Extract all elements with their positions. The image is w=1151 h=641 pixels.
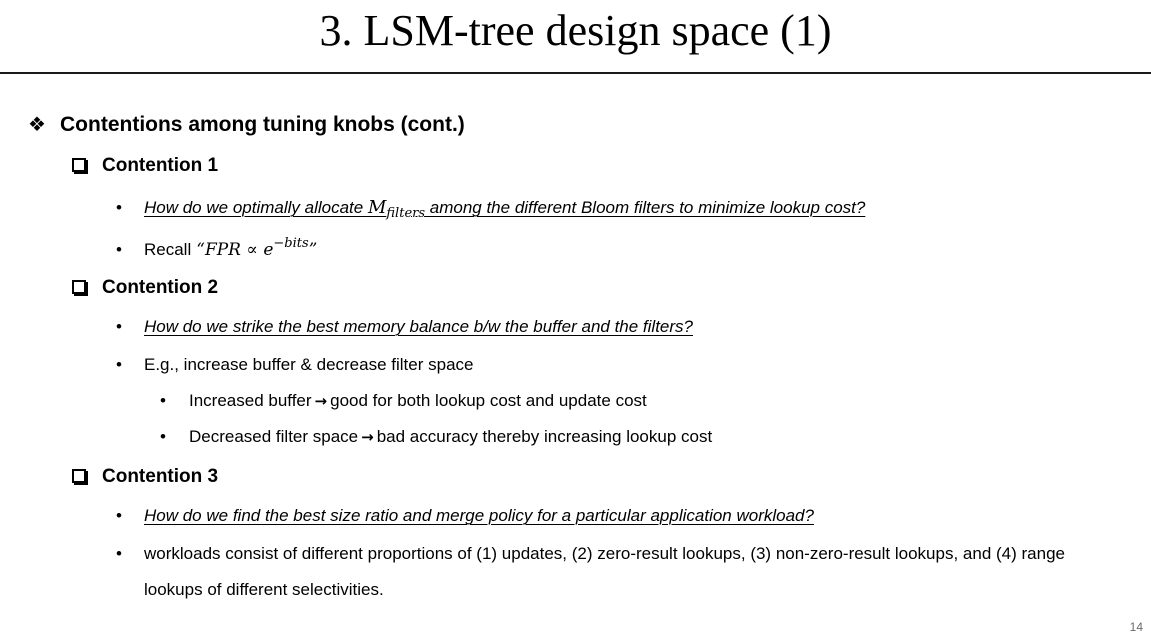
contention-2-question-row bbox=[116, 317, 693, 337]
contention-3-note-line2: lookups of different selectivities. bbox=[144, 580, 384, 599]
contention-2-example: E.g., increase buffer & decrease filter space bbox=[144, 355, 474, 374]
section-heading: Contentions among tuning knobs (cont.) bbox=[60, 113, 465, 136]
contention-3-row bbox=[72, 466, 218, 488]
decreased-filter-text: Decreased filter space bbox=[189, 427, 359, 446]
bullet-dot-icon: • bbox=[116, 240, 122, 259]
contention-3-note-line1: workloads consist of different proportions of (1) updates, (2) zero-result lookups, (3) non-zero-result lookups, and (4) range bbox=[144, 544, 1065, 563]
slide-title: 3. LSM-tree design space (1) bbox=[319, 6, 832, 55]
bullet-dot-icon: • bbox=[116, 317, 122, 336]
bullet-dot-icon: • bbox=[160, 391, 166, 410]
contention-3-question-row bbox=[116, 506, 814, 526]
checkbox-square-icon bbox=[72, 158, 86, 172]
contention-1-label: Contention 1 bbox=[102, 155, 219, 176]
contention-1-recall-row bbox=[116, 236, 317, 260]
contention-1-row bbox=[72, 155, 218, 177]
contention-1-question: How do we optimally allocate $M_{filters}$ among the different Bloom filters to minimize lookup cost? bbox=[144, 197, 866, 221]
increased-buffer-text: Increased buffer bbox=[189, 391, 312, 410]
right-arrow-icon: → bbox=[314, 392, 328, 410]
contention-3-note-continuation bbox=[144, 580, 384, 600]
contention-2-sub2-row bbox=[160, 427, 712, 447]
decreased-filter-effect: bad accuracy thereby increasing lookup cost bbox=[376, 427, 713, 446]
bullet-dot-icon: • bbox=[116, 198, 122, 217]
fpr-formula: “FPR ∝ $e^{-bits}$” bbox=[196, 236, 318, 260]
page-number: 14 bbox=[1129, 620, 1143, 634]
checkbox-square-icon bbox=[72, 280, 86, 294]
contention-2-label: Contention 2 bbox=[102, 277, 219, 298]
bullet-dot-icon: • bbox=[160, 427, 166, 446]
bullet-dot-icon: • bbox=[116, 506, 122, 525]
contention-3-label: Contention 3 bbox=[102, 466, 219, 487]
contention-1-question-row bbox=[116, 197, 865, 221]
checkbox-square-icon bbox=[72, 469, 86, 483]
bullet-dot-icon: • bbox=[116, 355, 122, 374]
right-arrow-icon: → bbox=[361, 428, 374, 446]
contention-2-row bbox=[72, 277, 218, 299]
contention-2-example-row bbox=[116, 355, 473, 375]
m-filters-math: $M_{filters}$ bbox=[367, 197, 426, 221]
recall-label: Recall bbox=[144, 240, 192, 259]
diamond-bullet-icon: ❖ bbox=[28, 112, 46, 136]
bullet-dot-icon: • bbox=[116, 544, 122, 563]
increased-buffer-effect: good for both lookup cost and update cost bbox=[330, 391, 647, 410]
contention-2-question: How do we strike the best memory balance b/w the buffer and the filters? bbox=[144, 317, 693, 336]
title-divider bbox=[0, 72, 1151, 74]
heading-row bbox=[28, 112, 465, 137]
contention-3-note-row bbox=[116, 544, 1065, 564]
contention-2-sub1-row bbox=[160, 391, 647, 411]
contention-3-question: How do we find the best size ratio and merge policy for a particular application workload? bbox=[144, 506, 814, 525]
